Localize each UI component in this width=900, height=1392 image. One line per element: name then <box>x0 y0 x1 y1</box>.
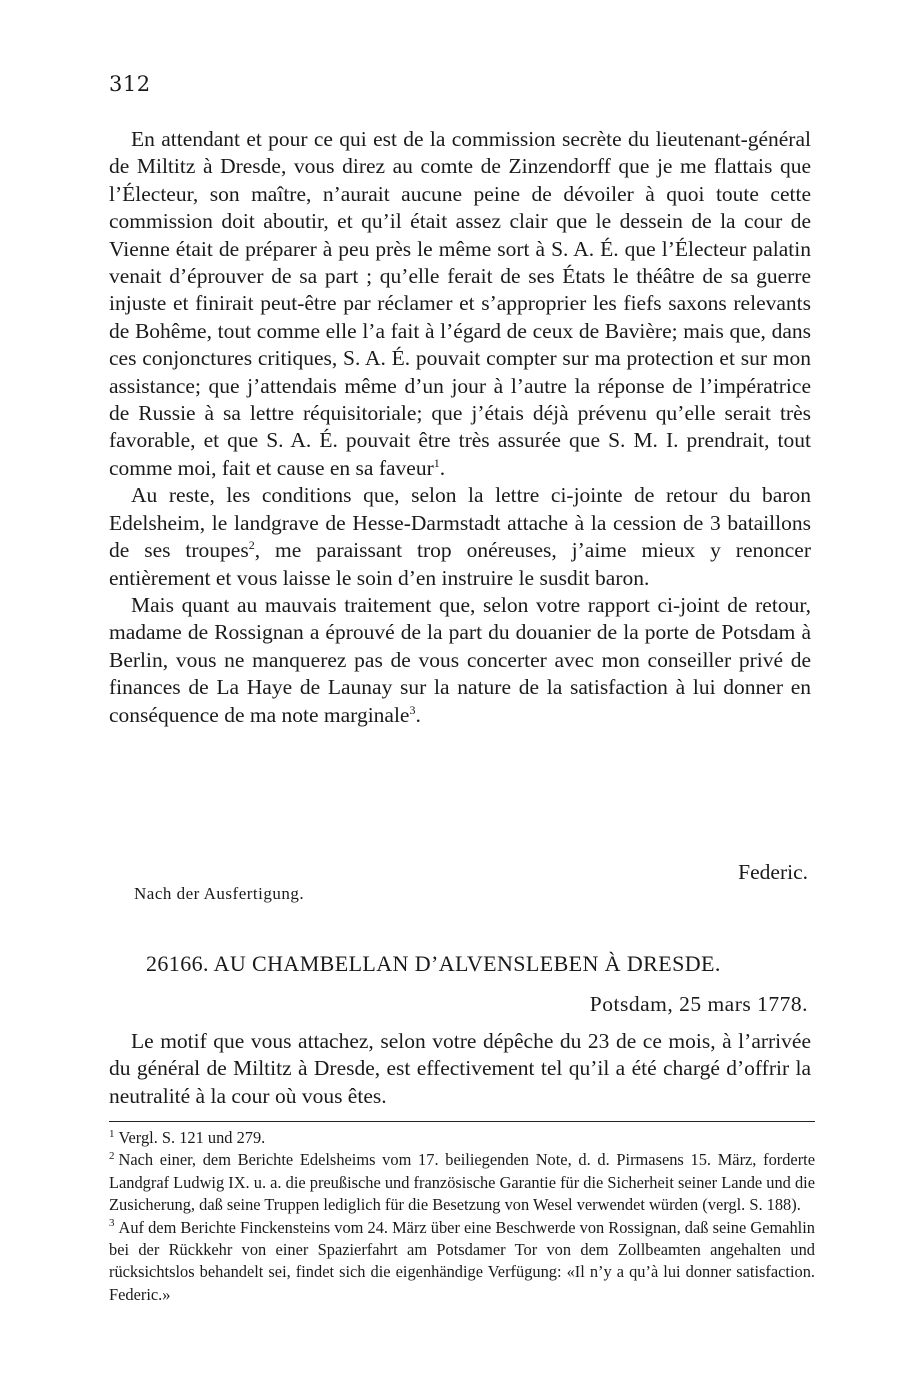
paragraph-1: En attendant et pour ce qui est de la commission secrète du lieutenant-général de Miltitz à Dresde, vous direz au comte de Zinzendorff que je me flattais que l’Électeur, son maître, n’aurait aucune peine de dévoiler à quoi toute cette commission doit aboutir, et qu’il était assez clair que le dessein de la cour de Vienne était de préparer à peu près le même sort à S. A. É. que l’Électeur palatin venait d’éprouver de sa part ; qu’elle ferait de ses États le théâtre de sa guerre injuste et finirait peut-être par réclamer et s’approprier les fiefs saxons relevants de Bohême, tout comme elle l’a fait à l’égard de ceux de Bavière; mais que, dans ces conjonctures critiques, S. A. É. pouvait compter sur ma protection et sur mon assistance; que j’attendais même d’un jour à l’autre la réponse de l’impératrice de Russie à sa lettre réquisitoriale; que j’étais déjà prévenu qu’elle serait très favorable, et que S. A. É. pouvait être très assurée que S. M. I. prendrait, tout comme moi, fait et cause en sa faveur$^1$. <box>109 127 811 480</box>
letter-continuation-text <box>109 126 811 729</box>
footnote-ref-3: 3 <box>409 702 416 717</box>
paragraph-3: Mais quant au mauvais traitement que, selon votre rapport ci-joint de retour, madame de Rossignan a éprouvé de la part du douanier de la porte de Potsdam à Berlin, vous ne manquerez pas de vous concerter avec mon conseiller privé de finances de La Haye de Launay sur la nature de la satisfaction à lui donner en conséquence de ma note marginale$^3$. <box>109 592 811 727</box>
page-number: 312 <box>109 72 151 96</box>
footnote-2: $^2$ Nach einer, dem Berichte Edelsheims vom 17. beiliegenden Note, d. d. Pirmasens 15. März, forderte Landgraf Ludwig IX. u. a. die preußische und französische Garantie für die Sicherheit seiner Lande und die Zusicherung, daß seine Truppen lediglich für die Besetzung von Wesel verwendet würden (vergl. S. 188). <box>109 1149 815 1215</box>
footnote-3: $^3$ Auf dem Berichte Finckensteins vom 24. März über eine Beschwerde von Rossignan, daß seine Gemahlin bei der Rückkehr von einer Spazierfahrt am Potsdamer Tor von dem Zollbeamten angehalten und rücksichtslos behandelt sei, findet sich die eigenhändige Verfügung: «Il n’y a qu’à lui donner satisfaction. Federic.» <box>109 1217 815 1304</box>
footnotes <box>109 1127 815 1306</box>
dateline: Potsdam, 25 mars 1778. <box>589 992 808 1016</box>
paragraph-2: Au reste, les conditions que, selon la lettre ci-jointe de retour du baron Edelsheim, le landgrave de Hesse-Darmstadt attache à la cession de 3 bataillons de ses troupes$^2$, me paraissant trop onéreuses, j’aime mieux y renoncer entièrement et vous laisse le soin d’en instruire le susdit baron. <box>109 483 811 590</box>
footnote-ref-1: 1 <box>433 455 440 470</box>
letter-body <box>109 1028 811 1110</box>
source-note: Nach der Ausfertigung. <box>134 884 305 903</box>
letter-body-paragraph: Le motif que vous attachez, selon votre dépêche du 23 de ce mois, à l’arrivée du général de Miltitz à Dresde, est effectivement tel qu’il a été chargé d’offrir la neutralité à la cour où vous êtes. <box>109 1029 811 1108</box>
footnote-divider <box>109 1121 815 1122</box>
footnote-ref-2: 2 <box>248 537 255 552</box>
footnote-1: $^1$ Vergl. S. 121 und 279. <box>109 1127 266 1147</box>
signature: Federic. <box>738 860 808 884</box>
letter-heading: 26166. AU CHAMBELLAN D’ALVENSLEBEN À DRESDE. <box>146 951 721 976</box>
